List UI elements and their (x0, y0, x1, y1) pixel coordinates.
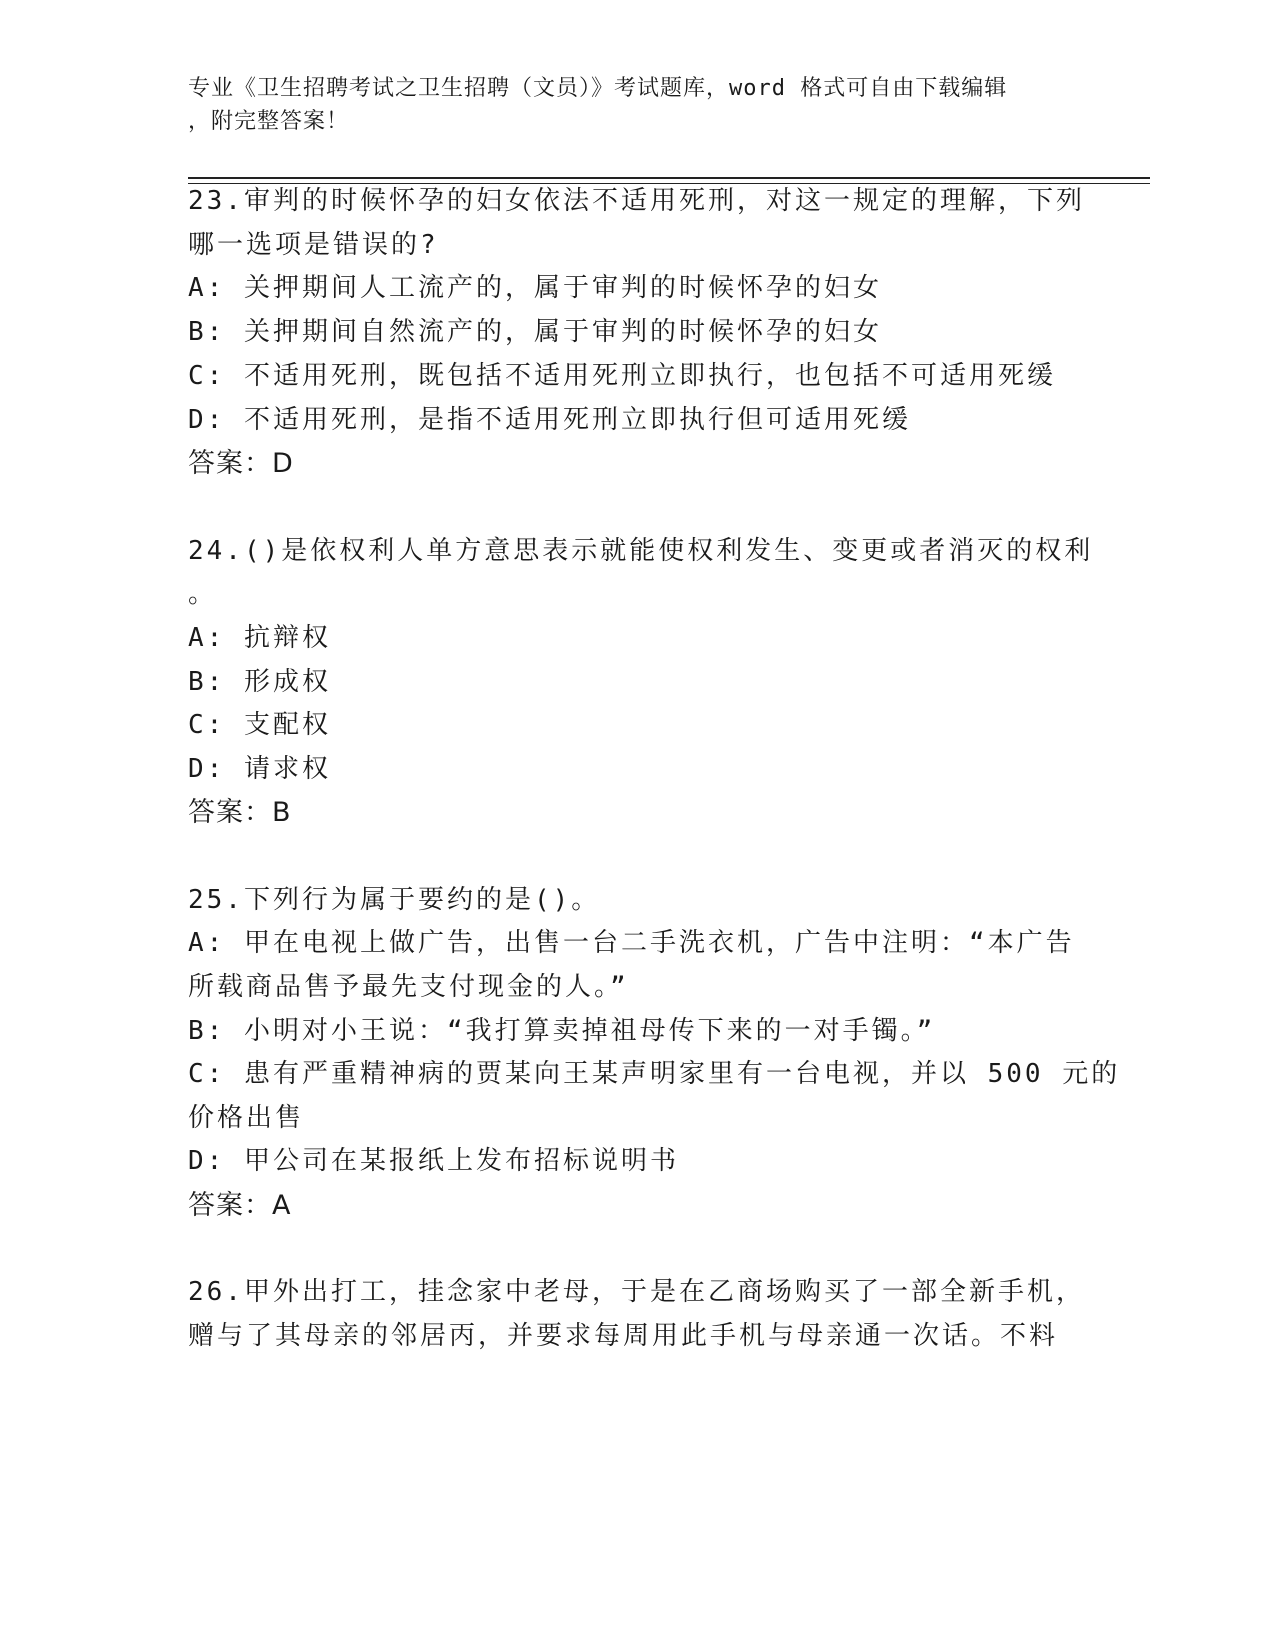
header-line: ，附完整答案！ (188, 109, 350, 134)
question-text: 哪一选项是错误的? (188, 230, 439, 260)
option-d: D: 不适用死刑，是指不适用死刑立即执行但可适用死缓 (188, 405, 911, 435)
option-a: A: 甲在电视上做广告，出售一台二手洗衣机，广告中注明：“本广告 (188, 928, 1075, 958)
answer-label: 答案：B (188, 797, 292, 828)
question-text: 26.甲外出打工，挂念家中老母，于是在乙商场购买了一部全新手机， (188, 1277, 1085, 1307)
answer-label: 答案：A (188, 1190, 292, 1221)
option-c: C: 不适用死刑，既包括不适用死刑立即执行，也包括不可适用死缓 (188, 361, 1056, 391)
option-d: D: 甲公司在某报纸上发布招标说明书 (188, 1146, 679, 1176)
option-b: B: 小明对小王说：“我打算卖掉祖母传下来的一对手镯。” (188, 1016, 936, 1046)
question-text: 23.审判的时候怀孕的妇女依法不适用死刑，对这一规定的理解，下列 (188, 186, 1085, 216)
question-text: 25.下列行为属于要约的是()。 (188, 885, 601, 915)
option-c: C: 患有严重精神病的贾某向王某声明家里有一台电视，并以 500 元的 (188, 1059, 1121, 1089)
option-b: B: 形成权 (188, 667, 331, 697)
document-header (188, 72, 1068, 138)
option-c: C: 支配权 (188, 710, 331, 740)
question-text: 。 (188, 579, 218, 609)
answer-label: 答案：D (188, 448, 294, 479)
header-line: 专业《卫生招聘考试之卫生招聘（文员）》考试题库，word 格式可自由下载编辑 (188, 76, 1008, 101)
option-a: A: 抗辩权 (188, 623, 331, 653)
option-d: D: 请求权 (188, 754, 331, 784)
option-b: B: 关押期间自然流产的，属于审判的时候怀孕的妇女 (188, 317, 882, 347)
question-text: 赠与了其母亲的邻居丙，并要求每周用此手机与母亲通一次话。不料 (188, 1321, 1059, 1351)
option-a-continued: 所载商品售予最先支付现金的人。” (188, 972, 629, 1002)
option-c-continued: 价格出售 (188, 1103, 305, 1133)
option-a: A: 关押期间人工流产的，属于审判的时候怀孕的妇女 (188, 273, 882, 303)
question-text: 24.()是依权利人单方意思表示就能使权利发生、变更或者消灭的权利 (188, 536, 1094, 566)
